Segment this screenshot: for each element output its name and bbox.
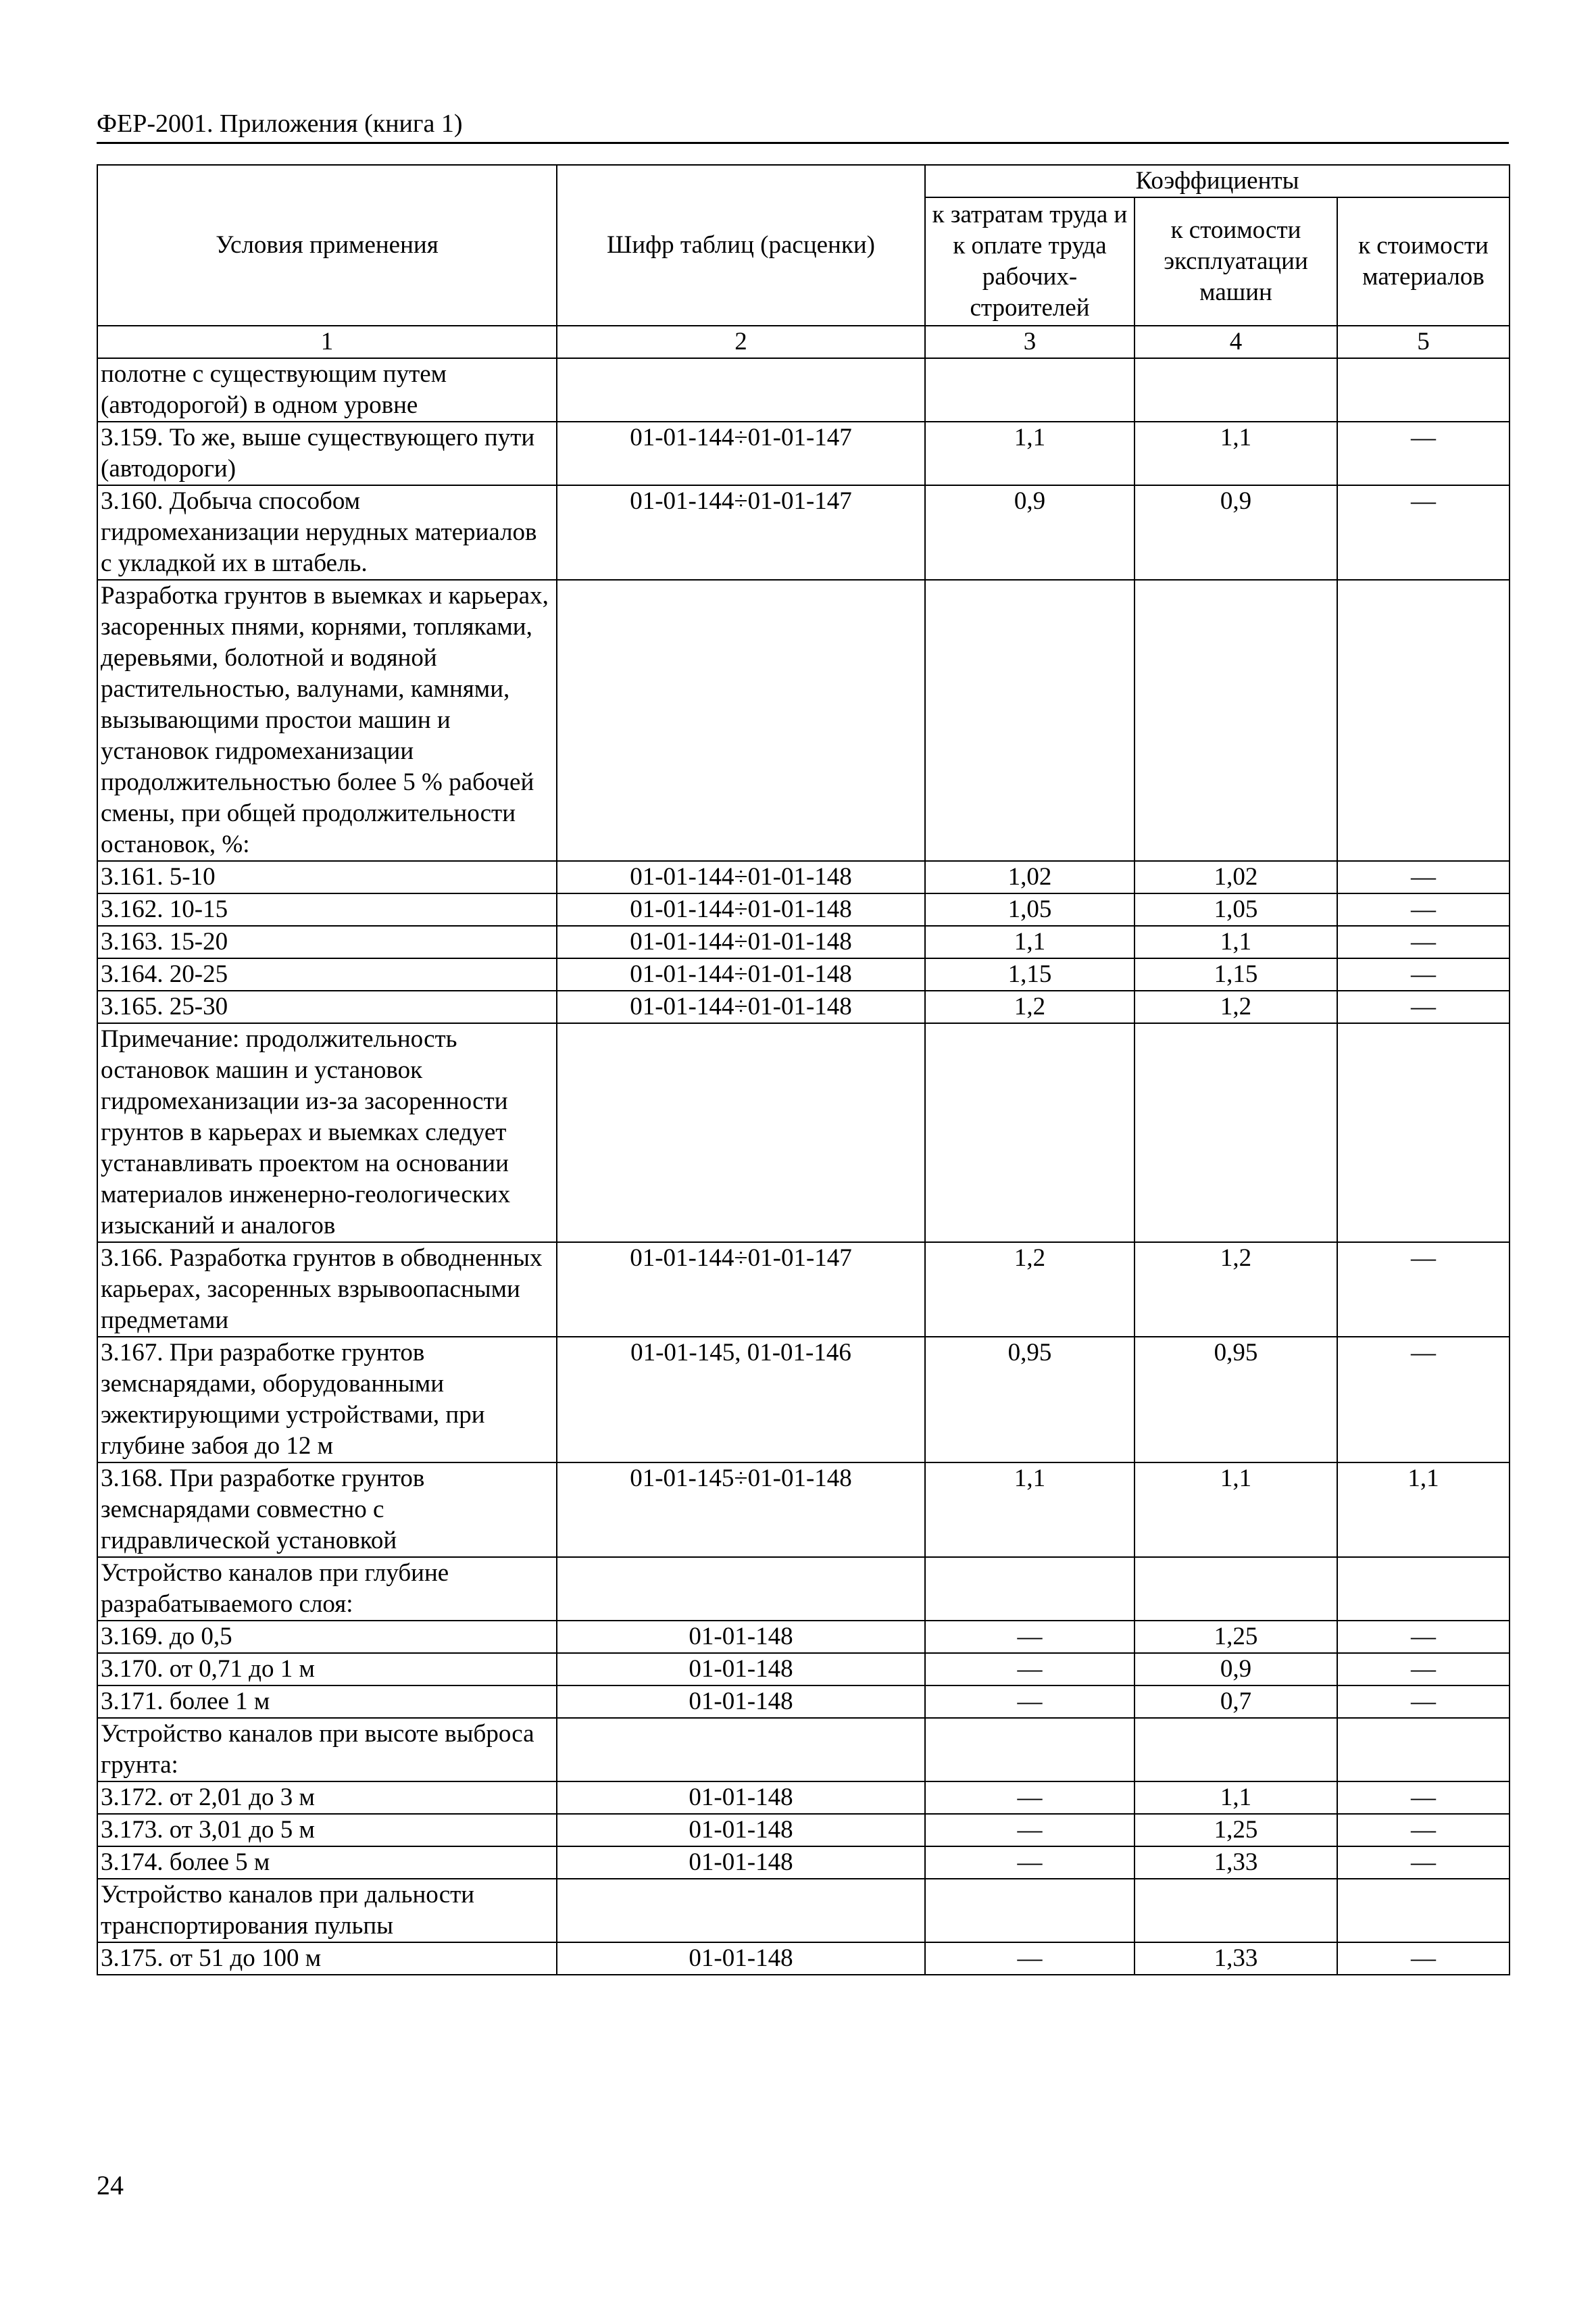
table-cell-c4: 1,25 <box>1134 1814 1337 1846</box>
table-cell-c1: полотне с существующим путем (автодорогой) в одном уровне <box>97 358 557 422</box>
table-row <box>97 1814 1510 1846</box>
table-cell-c4: 1,15 <box>1134 958 1337 991</box>
table-cell-c1: 3.172. от 2,01 до 3 м <box>97 1781 557 1814</box>
table-cell-c5: — <box>1337 1621 1510 1653</box>
table-cell-c5: — <box>1337 958 1510 991</box>
table-row <box>97 1242 1510 1337</box>
table-cell-c1: 3.164. 20-25 <box>97 958 557 991</box>
table-cell-c3: — <box>925 1814 1134 1846</box>
table-cell-c4: 1,2 <box>1134 991 1337 1023</box>
table-cell-c2 <box>557 1023 925 1242</box>
table-cell-c5: — <box>1337 1337 1510 1462</box>
table-cell-c4 <box>1134 1557 1337 1621</box>
table-row <box>97 893 1510 926</box>
table-cell-c4: 1,33 <box>1134 1942 1337 1975</box>
table-cell-c1: 3.174. более 5 м <box>97 1846 557 1879</box>
table-cell-c4: 1,05 <box>1134 893 1337 926</box>
table-cell-c5: — <box>1337 1781 1510 1814</box>
header-materials: к стоимости материалов <box>1337 197 1510 326</box>
table-cell-c3: 1,1 <box>925 422 1134 485</box>
table-cell-c4: 1,2 <box>1134 1242 1337 1337</box>
table-cell-c1: 3.166. Разработка грунтов в обводненных карьерах, засоренных взрывоопасными предметами <box>97 1242 557 1337</box>
table-cell-c5 <box>1337 1023 1510 1242</box>
table-cell-c5: — <box>1337 1814 1510 1846</box>
page-header: ФЕР-2001. Приложения (книга 1) <box>97 108 1509 144</box>
table-cell-c4 <box>1134 358 1337 422</box>
table-cell-c4 <box>1134 1879 1337 1942</box>
table-cell-c3: 1,1 <box>925 1462 1134 1557</box>
table-cell-c1: 3.161. 5-10 <box>97 861 557 893</box>
table-cell-c3 <box>925 1718 1134 1781</box>
table-row <box>97 926 1510 958</box>
table-cell-c1: 3.168. При разработке грунтов земснарядами совместно с гидравлической установкой <box>97 1462 557 1557</box>
table-cell-c4: 0,9 <box>1134 1653 1337 1685</box>
table-cell-c2 <box>557 580 925 861</box>
table-cell-c2 <box>557 1557 925 1621</box>
table-cell-c5: — <box>1337 1242 1510 1337</box>
table-cell-c4: 1,1 <box>1134 422 1337 485</box>
table-cell-c2: 01-01-145, 01-01-146 <box>557 1337 925 1462</box>
table-cell-c3 <box>925 1879 1134 1942</box>
table-cell-c5: — <box>1337 926 1510 958</box>
table-cell-c2: 01-01-148 <box>557 1942 925 1975</box>
table-cell-c3: 1,2 <box>925 1242 1134 1337</box>
table-cell-c1: Устройство каналов при дальности транспортирования пульпы <box>97 1879 557 1942</box>
table-cell-c1: 3.165. 25-30 <box>97 991 557 1023</box>
table-cell-c1: 3.163. 15-20 <box>97 926 557 958</box>
table-cell-c3: — <box>925 1942 1134 1975</box>
table-cell-c5 <box>1337 580 1510 861</box>
table-cell-c2: 01-01-148 <box>557 1814 925 1846</box>
table-cell-c5 <box>1337 1879 1510 1942</box>
table-cell-c3: 0,95 <box>925 1337 1134 1462</box>
table-cell-c3: — <box>925 1685 1134 1718</box>
table-cell-c2: 01-01-144÷01-01-148 <box>557 991 925 1023</box>
header-labor: к затратам труда и к оплате труда рабочих-строителей <box>925 197 1134 326</box>
header-coefficients: Коэффициенты <box>925 165 1510 197</box>
table-cell-c1: 3.160. Добыча способом гидромеханизации нерудных материалов с укладкой их в штабель. <box>97 485 557 580</box>
table-row <box>97 1685 1510 1718</box>
table-cell-c1: 3.173. от 3,01 до 5 м <box>97 1814 557 1846</box>
table-cell-c2 <box>557 1879 925 1942</box>
table-cell-c5 <box>1337 1557 1510 1621</box>
table-cell-c4 <box>1134 1718 1337 1781</box>
table-cell-c5: — <box>1337 1846 1510 1879</box>
table-cell-c2: 01-01-145÷01-01-148 <box>557 1462 925 1557</box>
table-cell-c2: 01-01-148 <box>557 1621 925 1653</box>
column-number: 4 <box>1134 326 1337 358</box>
table-cell-c5: — <box>1337 422 1510 485</box>
table-cell-c1: 3.159. То же, выше существующего пути (автодороги) <box>97 422 557 485</box>
table-cell-c2: 01-01-144÷01-01-147 <box>557 485 925 580</box>
table-cell-c4: 1,33 <box>1134 1846 1337 1879</box>
table-cell-c1: Примечание: продолжительность остановок машин и установок гидромеханизации из-за засоренности грунтов в карьерах и выемках следует устанавливать проектом на основании материалов инженерно-геологических изысканий и аналогов <box>97 1023 557 1242</box>
table-cell-c1: 3.170. от 0,71 до 1 м <box>97 1653 557 1685</box>
table-cell-c4: 1,02 <box>1134 861 1337 893</box>
table-row <box>97 580 1510 861</box>
table-cell-c4: 0,9 <box>1134 485 1337 580</box>
table-cell-c2: 01-01-148 <box>557 1846 925 1879</box>
table-row <box>97 1846 1510 1879</box>
table-cell-c3: 1,02 <box>925 861 1134 893</box>
page-number: 24 <box>97 2170 124 2200</box>
header-machines: к стоимости эксплуатации машин <box>1134 197 1337 326</box>
table-cell-c2: 01-01-144÷01-01-147 <box>557 1242 925 1337</box>
column-number: 5 <box>1337 326 1510 358</box>
table-cell-c3: 0,9 <box>925 485 1134 580</box>
table-cell-c3: 1,15 <box>925 958 1134 991</box>
table-cell-c2: 01-01-144÷01-01-148 <box>557 926 925 958</box>
table-cell-c3: — <box>925 1621 1134 1653</box>
table-cell-c1: 3.167. При разработке грунтов земснарядами, оборудованными эжектирующими устройствами, при глубине забоя до 12 м <box>97 1337 557 1462</box>
table-row <box>97 358 1510 422</box>
table-row <box>97 991 1510 1023</box>
table-cell-c2: 01-01-144÷01-01-148 <box>557 861 925 893</box>
table-cell-c2: 01-01-148 <box>557 1781 925 1814</box>
table-cell-c2: 01-01-144÷01-01-147 <box>557 422 925 485</box>
table-cell-c3: — <box>925 1781 1134 1814</box>
column-number: 1 <box>97 326 557 358</box>
table-cell-c4: 0,7 <box>1134 1685 1337 1718</box>
table-cell-c4 <box>1134 580 1337 861</box>
table-row <box>97 1337 1510 1462</box>
table-cell-c5 <box>1337 358 1510 422</box>
header-code: Шифр таблиц (расценки) <box>557 165 925 326</box>
table-cell-c5: — <box>1337 861 1510 893</box>
table-cell-c3: 1,05 <box>925 893 1134 926</box>
header-conditions: Условия применения <box>97 165 557 326</box>
table-cell-c3 <box>925 1557 1134 1621</box>
table-row <box>97 1462 1510 1557</box>
table-row <box>97 958 1510 991</box>
table-row <box>97 485 1510 580</box>
table-cell-c5: — <box>1337 1653 1510 1685</box>
table-cell-c5: — <box>1337 1685 1510 1718</box>
table-cell-c3: — <box>925 1846 1134 1879</box>
table-cell-c4: 1,25 <box>1134 1621 1337 1653</box>
table-cell-c3 <box>925 358 1134 422</box>
table-cell-c4: 0,95 <box>1134 1337 1337 1462</box>
table-cell-c1: 3.175. от 51 до 100 м <box>97 1942 557 1975</box>
table-cell-c5: — <box>1337 485 1510 580</box>
table-cell-c5: 1,1 <box>1337 1462 1510 1557</box>
table-row <box>97 1023 1510 1242</box>
table-row <box>97 1781 1510 1814</box>
table-cell-c1: Устройство каналов при высоте выброса грунта: <box>97 1718 557 1781</box>
table-cell-c1: Разработка грунтов в выемках и карьерах, засоренных пнями, корнями, топляками, деревьями, болотной и водяной растительностью, валунами, камнями, вызывающими простои машин и установок гидромеханизации продолжительностью более 5 % рабочей смены, при общей продолжительности остановок, %: <box>97 580 557 861</box>
table-cell-c1: 3.169. до 0,5 <box>97 1621 557 1653</box>
table-row <box>97 861 1510 893</box>
table-cell-c2 <box>557 1718 925 1781</box>
table-cell-c2: 01-01-148 <box>557 1653 925 1685</box>
table-row <box>97 422 1510 485</box>
table-cell-c2: 01-01-144÷01-01-148 <box>557 893 925 926</box>
coefficients-table <box>97 164 1510 1975</box>
table-cell-c5 <box>1337 1718 1510 1781</box>
table-cell-c1: 3.162. 10-15 <box>97 893 557 926</box>
column-number: 2 <box>557 326 925 358</box>
table-row <box>97 1653 1510 1685</box>
table-cell-c2: 01-01-144÷01-01-148 <box>557 958 925 991</box>
table-cell-c4: 1,1 <box>1134 1462 1337 1557</box>
table-row <box>97 1621 1510 1653</box>
table-cell-c2: 01-01-148 <box>557 1685 925 1718</box>
table-cell-c1: 3.171. более 1 м <box>97 1685 557 1718</box>
table-cell-c3: — <box>925 1653 1134 1685</box>
column-number: 3 <box>925 326 1134 358</box>
table-row <box>97 1557 1510 1621</box>
table-cell-c1: Устройство каналов при глубине разрабатываемого слоя: <box>97 1557 557 1621</box>
table-row <box>97 1879 1510 1942</box>
table-cell-c5: — <box>1337 1942 1510 1975</box>
table-cell-c3: 1,2 <box>925 991 1134 1023</box>
table-cell-c3: 1,1 <box>925 926 1134 958</box>
table-cell-c4 <box>1134 1023 1337 1242</box>
table-cell-c4: 1,1 <box>1134 926 1337 958</box>
table-row <box>97 1718 1510 1781</box>
table-cell-c5: — <box>1337 893 1510 926</box>
table-cell-c2 <box>557 358 925 422</box>
table-cell-c5: — <box>1337 991 1510 1023</box>
table-cell-c3 <box>925 1023 1134 1242</box>
table-row <box>97 1942 1510 1975</box>
table-cell-c3 <box>925 580 1134 861</box>
table-cell-c4: 1,1 <box>1134 1781 1337 1814</box>
